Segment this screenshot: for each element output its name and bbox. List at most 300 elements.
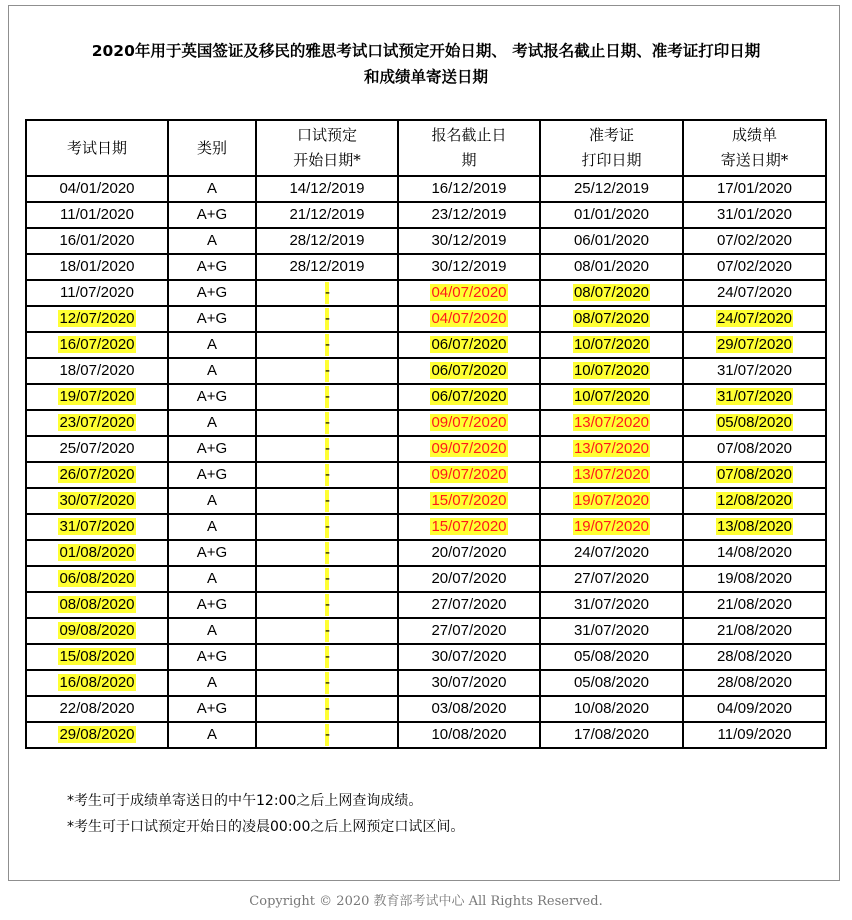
cell-category <box>168 384 256 410</box>
cell-value: 28/12/2019 <box>289 232 365 249</box>
cell-value: 16/07/2020 <box>59 336 135 353</box>
cell-value: 29/08/2020 <box>59 726 135 743</box>
cell-exam-date <box>26 566 168 592</box>
cell-value: 11/07/2020 <box>60 284 134 301</box>
cell-exam-date <box>26 696 168 722</box>
cell-category <box>168 540 256 566</box>
cell-registration-deadline <box>398 488 540 514</box>
cell-category <box>168 566 256 592</box>
cell-value: 27/07/2020 <box>431 622 507 639</box>
cell-category <box>168 306 256 332</box>
cell-value: 30/07/2020 <box>431 648 507 665</box>
cell-category <box>168 618 256 644</box>
header-category: 类别 <box>168 120 256 176</box>
table-row <box>26 228 826 254</box>
cell-result-send <box>683 254 826 280</box>
cell-exam-date <box>26 514 168 540</box>
cell-value: 27/07/2020 <box>431 596 507 613</box>
cell-value: 15/08/2020 <box>59 648 135 665</box>
cell-admission-print <box>540 514 683 540</box>
cell-value: 03/08/2020 <box>431 700 507 717</box>
cell-speaking-start <box>256 644 398 670</box>
cell-speaking-start <box>256 306 398 332</box>
cell-admission-print <box>540 410 683 436</box>
cell-value: 27/07/2020 <box>573 570 650 587</box>
cell-value: - <box>325 672 329 694</box>
cell-category <box>168 358 256 384</box>
cell-exam-date <box>26 540 168 566</box>
cell-value: 19/07/2020 <box>59 388 135 405</box>
cell-value: 08/07/2020 <box>573 284 650 301</box>
cell-value: - <box>325 568 329 590</box>
cell-value: 06/01/2020 <box>573 232 650 249</box>
cell-value: A <box>206 232 217 249</box>
cell-value: 30/07/2020 <box>431 674 507 691</box>
cell-value: 08/07/2020 <box>573 310 650 327</box>
cell-admission-print <box>540 358 683 384</box>
cell-admission-print <box>540 384 683 410</box>
cell-value: 09/07/2020 <box>431 440 507 457</box>
cell-value: 10/07/2020 <box>573 388 650 405</box>
cell-value: 29/07/2020 <box>716 336 793 353</box>
cell-speaking-start <box>256 280 398 306</box>
cell-value: 24/07/2020 <box>573 544 650 561</box>
cell-value: 22/08/2020 <box>59 700 135 717</box>
cell-value: 23/12/2019 <box>431 206 507 223</box>
cell-value: A <box>206 180 217 197</box>
cell-category <box>168 436 256 462</box>
cell-value: 09/08/2020 <box>59 622 135 639</box>
footnotes <box>67 788 464 840</box>
table-row <box>26 618 826 644</box>
cell-value: 06/07/2020 <box>431 336 507 353</box>
cell-value: 04/07/2020 <box>431 310 507 327</box>
cell-category <box>168 488 256 514</box>
cell-value: - <box>325 542 329 564</box>
cell-registration-deadline <box>398 384 540 410</box>
cell-value: A <box>206 570 217 587</box>
cell-value: 20/07/2020 <box>431 570 507 587</box>
cell-exam-date <box>26 592 168 618</box>
cell-registration-deadline <box>398 332 540 358</box>
cell-value: - <box>325 698 329 720</box>
cell-value: 13/07/2020 <box>573 414 650 431</box>
cell-value: - <box>325 334 329 356</box>
cell-category <box>168 228 256 254</box>
cell-category <box>168 722 256 748</box>
cell-admission-print <box>540 202 683 228</box>
table-row <box>26 592 826 618</box>
cell-value: 07/08/2020 <box>716 466 793 483</box>
cell-exam-date <box>26 280 168 306</box>
cell-admission-print <box>540 722 683 748</box>
cell-speaking-start <box>256 540 398 566</box>
cell-value: 24/07/2020 <box>716 310 793 327</box>
cell-result-send <box>683 696 826 722</box>
cell-speaking-start <box>256 566 398 592</box>
schedule-table <box>25 119 827 749</box>
cell-category <box>168 514 256 540</box>
cell-value: A+G <box>196 648 228 665</box>
cell-speaking-start <box>256 436 398 462</box>
cell-value: 11/01/2020 <box>60 206 134 223</box>
cell-value: 12/07/2020 <box>59 310 135 327</box>
cell-value: 09/07/2020 <box>431 414 507 431</box>
cell-value: - <box>325 516 329 538</box>
table-row <box>26 670 826 696</box>
cell-registration-deadline <box>398 540 540 566</box>
cell-speaking-start <box>256 514 398 540</box>
table-row <box>26 514 826 540</box>
cell-value: 23/07/2020 <box>59 414 135 431</box>
cell-result-send <box>683 592 826 618</box>
table-row <box>26 696 826 722</box>
cell-registration-deadline <box>398 618 540 644</box>
cell-value: 31/01/2020 <box>716 206 793 223</box>
table-row <box>26 202 826 228</box>
cell-value: 10/07/2020 <box>573 362 650 379</box>
cell-registration-deadline <box>398 592 540 618</box>
cell-value: 25/12/2019 <box>573 180 650 197</box>
cell-admission-print <box>540 696 683 722</box>
cell-value: A+G <box>196 440 228 457</box>
cell-value: - <box>325 386 329 408</box>
table-row <box>26 722 826 748</box>
cell-speaking-start <box>256 618 398 644</box>
cell-exam-date <box>26 306 168 332</box>
cell-result-send <box>683 566 826 592</box>
cell-value: 04/09/2020 <box>716 700 793 717</box>
cell-value: 08/08/2020 <box>59 596 135 613</box>
cell-exam-date <box>26 670 168 696</box>
cell-registration-deadline <box>398 644 540 670</box>
cell-exam-date <box>26 722 168 748</box>
cell-value: 13/07/2020 <box>573 440 650 457</box>
cell-result-send <box>683 384 826 410</box>
cell-admission-print <box>540 462 683 488</box>
table-row <box>26 384 826 410</box>
cell-admission-print <box>540 176 683 202</box>
cell-registration-deadline <box>398 410 540 436</box>
cell-value: 28/08/2020 <box>716 674 793 691</box>
cell-value: 10/08/2020 <box>431 726 507 743</box>
cell-value: 16/01/2020 <box>59 232 135 249</box>
table-row <box>26 488 826 514</box>
cell-value: 30/07/2020 <box>59 492 135 509</box>
cell-speaking-start <box>256 670 398 696</box>
footnote: *考生可于口试预定开始日的凌晨00:00之后上网预定口试区间。 <box>67 819 465 835</box>
cell-value: 31/07/2020 <box>716 362 793 379</box>
cell-value: 21/12/2019 <box>289 206 365 223</box>
title-line-1: 2020年用于英国签证及移民的雅思考试口试预定开始日期、 考试报名截止日期、准考证打印日期 <box>91 42 761 60</box>
cell-value: 13/07/2020 <box>573 466 650 483</box>
cell-value: 01/08/2020 <box>59 544 135 561</box>
table-row <box>26 462 826 488</box>
cell-value: - <box>325 412 329 434</box>
cell-value: - <box>325 620 329 642</box>
cell-admission-print <box>540 644 683 670</box>
cell-result-send <box>683 202 826 228</box>
cell-value: 04/01/2020 <box>59 180 135 197</box>
cell-exam-date <box>26 176 168 202</box>
cell-admission-print <box>540 436 683 462</box>
cell-value: 19/07/2020 <box>573 492 650 509</box>
cell-speaking-start <box>256 410 398 436</box>
cell-result-send <box>683 280 826 306</box>
cell-admission-print <box>540 280 683 306</box>
cell-value: 31/07/2020 <box>573 622 650 639</box>
cell-value: - <box>325 646 329 668</box>
cell-registration-deadline <box>398 254 540 280</box>
cell-value: - <box>325 282 329 304</box>
cell-admission-print <box>540 540 683 566</box>
cell-value: 01/01/2020 <box>573 206 650 223</box>
cell-admission-print <box>540 670 683 696</box>
cell-category <box>168 696 256 722</box>
cell-value: A <box>206 674 217 691</box>
cell-value: A+G <box>196 700 228 717</box>
cell-value: A+G <box>196 310 228 327</box>
cell-result-send <box>683 540 826 566</box>
cell-result-send <box>683 410 826 436</box>
cell-registration-deadline <box>398 306 540 332</box>
cell-value: 06/08/2020 <box>59 570 135 587</box>
cell-registration-deadline <box>398 358 540 384</box>
cell-value: - <box>325 724 329 746</box>
cell-category <box>168 644 256 670</box>
table-row <box>26 436 826 462</box>
cell-result-send <box>683 722 826 748</box>
cell-registration-deadline <box>398 436 540 462</box>
cell-result-send <box>683 436 826 462</box>
cell-category <box>168 332 256 358</box>
cell-admission-print <box>540 566 683 592</box>
cell-value: 05/08/2020 <box>716 414 793 431</box>
cell-value: 13/08/2020 <box>716 518 793 535</box>
cell-value: 24/07/2020 <box>716 284 793 301</box>
cell-value: 10/08/2020 <box>573 700 650 717</box>
cell-value: A+G <box>196 258 228 275</box>
cell-admission-print <box>540 254 683 280</box>
cell-value: 06/07/2020 <box>431 388 507 405</box>
cell-category <box>168 176 256 202</box>
page-title <box>10 38 842 90</box>
cell-exam-date <box>26 384 168 410</box>
cell-result-send <box>683 644 826 670</box>
cell-exam-date <box>26 436 168 462</box>
cell-admission-print <box>540 592 683 618</box>
cell-result-send <box>683 618 826 644</box>
cell-exam-date <box>26 644 168 670</box>
cell-value: 31/07/2020 <box>59 518 135 535</box>
header-exam-date: 考试日期 <box>26 120 168 176</box>
cell-result-send <box>683 176 826 202</box>
cell-registration-deadline <box>398 670 540 696</box>
cell-value: 19/08/2020 <box>716 570 793 587</box>
table-row <box>26 254 826 280</box>
footnote: *考生可于成绩单寄送日的中午12:00之后上网查询成绩。 <box>67 793 423 809</box>
cell-value: 18/07/2020 <box>59 362 135 379</box>
header-speaking-start: 口试预定 开始日期* <box>256 120 398 176</box>
header-registration-deadline: 报名截止日 期 <box>398 120 540 176</box>
table-row <box>26 644 826 670</box>
cell-value: A <box>206 726 217 743</box>
table-row <box>26 358 826 384</box>
title-line-2: 和成绩单寄送日期 <box>363 68 488 86</box>
cell-value: 16/08/2020 <box>59 674 135 691</box>
cell-value: - <box>325 438 329 460</box>
cell-value: 16/12/2019 <box>431 180 507 197</box>
cell-value: 21/08/2020 <box>716 622 793 639</box>
cell-value: - <box>325 490 329 512</box>
cell-category <box>168 670 256 696</box>
cell-category <box>168 254 256 280</box>
cell-value: 15/07/2020 <box>431 492 507 509</box>
cell-category <box>168 592 256 618</box>
cell-value: A <box>206 622 217 639</box>
cell-value: 04/07/2020 <box>431 284 507 301</box>
cell-value: - <box>325 594 329 616</box>
copyright-text: Copyright © 2020 教育部考试中心 All Rights Reserved. <box>249 894 603 909</box>
cell-value: 31/07/2020 <box>573 596 650 613</box>
cell-registration-deadline <box>398 514 540 540</box>
cell-registration-deadline <box>398 566 540 592</box>
cell-value: 11/09/2020 <box>717 726 792 743</box>
cell-exam-date <box>26 228 168 254</box>
cell-exam-date <box>26 462 168 488</box>
table-body <box>26 176 826 748</box>
cell-value: 07/08/2020 <box>716 440 793 457</box>
cell-result-send <box>683 514 826 540</box>
cell-exam-date <box>26 254 168 280</box>
header-admission-print: 准考证 打印日期 <box>540 120 683 176</box>
cell-exam-date <box>26 410 168 436</box>
cell-value: 21/08/2020 <box>716 596 793 613</box>
cell-speaking-start <box>256 228 398 254</box>
cell-registration-deadline <box>398 202 540 228</box>
cell-result-send <box>683 358 826 384</box>
cell-registration-deadline <box>398 176 540 202</box>
cell-value: A+G <box>196 284 228 301</box>
cell-result-send <box>683 332 826 358</box>
cell-registration-deadline <box>398 722 540 748</box>
table-row <box>26 176 826 202</box>
cell-category <box>168 280 256 306</box>
cell-value: 09/07/2020 <box>431 466 507 483</box>
cell-exam-date <box>26 358 168 384</box>
table-row <box>26 306 826 332</box>
cell-value: 30/12/2019 <box>431 258 507 275</box>
cell-speaking-start <box>256 358 398 384</box>
cell-result-send <box>683 488 826 514</box>
cell-value: 07/02/2020 <box>716 232 793 249</box>
cell-value: 12/08/2020 <box>716 492 793 509</box>
cell-admission-print <box>540 306 683 332</box>
cell-value: 15/07/2020 <box>431 518 507 535</box>
cell-value: 25/07/2020 <box>59 440 135 457</box>
cell-value: 19/07/2020 <box>573 518 650 535</box>
cell-registration-deadline <box>398 228 540 254</box>
cell-value: 10/07/2020 <box>573 336 650 353</box>
cell-result-send <box>683 462 826 488</box>
cell-registration-deadline <box>398 696 540 722</box>
cell-value: - <box>325 360 329 382</box>
header-result-send: 成绩单 寄送日期* <box>683 120 826 176</box>
cell-value: A <box>206 362 217 379</box>
cell-value: 17/08/2020 <box>573 726 650 743</box>
cell-value: 14/08/2020 <box>716 544 793 561</box>
cell-admission-print <box>540 228 683 254</box>
cell-value: - <box>325 308 329 330</box>
cell-result-send <box>683 228 826 254</box>
cell-speaking-start <box>256 696 398 722</box>
cell-value: A+G <box>196 388 228 405</box>
table-row <box>26 540 826 566</box>
cell-value: A <box>206 518 217 535</box>
cell-admission-print <box>540 332 683 358</box>
cell-value: A+G <box>196 466 228 483</box>
cell-category <box>168 462 256 488</box>
cell-value: A+G <box>196 206 228 223</box>
cell-speaking-start <box>256 202 398 228</box>
cell-value: 28/12/2019 <box>289 258 365 275</box>
cell-speaking-start <box>256 332 398 358</box>
cell-result-send <box>683 670 826 696</box>
cell-speaking-start <box>256 722 398 748</box>
cell-value: 28/08/2020 <box>716 648 793 665</box>
cell-registration-deadline <box>398 280 540 306</box>
cell-value: 14/12/2019 <box>289 180 365 197</box>
cell-value: 20/07/2020 <box>431 544 507 561</box>
cell-speaking-start <box>256 592 398 618</box>
cell-exam-date <box>26 488 168 514</box>
cell-value: 17/01/2020 <box>716 180 793 197</box>
cell-value: - <box>325 464 329 486</box>
table-header-row <box>26 120 826 176</box>
cell-value: 05/08/2020 <box>573 648 650 665</box>
cell-value: 18/01/2020 <box>59 258 135 275</box>
cell-exam-date <box>26 332 168 358</box>
cell-value: 07/02/2020 <box>716 258 793 275</box>
cell-value: 30/12/2019 <box>431 232 507 249</box>
cell-result-send <box>683 306 826 332</box>
cell-speaking-start <box>256 254 398 280</box>
cell-value: 08/01/2020 <box>573 258 650 275</box>
cell-speaking-start <box>256 176 398 202</box>
cell-admission-print <box>540 618 683 644</box>
cell-value: 05/08/2020 <box>573 674 650 691</box>
cell-speaking-start <box>256 488 398 514</box>
cell-value: 31/07/2020 <box>716 388 793 405</box>
cell-value: A <box>206 492 217 509</box>
cell-category <box>168 410 256 436</box>
table-row <box>26 280 826 306</box>
cell-value: 06/07/2020 <box>431 362 507 379</box>
cell-registration-deadline <box>398 462 540 488</box>
cell-speaking-start <box>256 384 398 410</box>
table-row <box>26 332 826 358</box>
cell-value: A <box>206 414 217 431</box>
cell-speaking-start <box>256 462 398 488</box>
cell-exam-date <box>26 618 168 644</box>
table-row <box>26 410 826 436</box>
cell-exam-date <box>26 202 168 228</box>
cell-admission-print <box>540 488 683 514</box>
cell-value: 26/07/2020 <box>59 466 135 483</box>
table-row <box>26 566 826 592</box>
cell-category <box>168 202 256 228</box>
cell-value: A+G <box>196 544 228 561</box>
